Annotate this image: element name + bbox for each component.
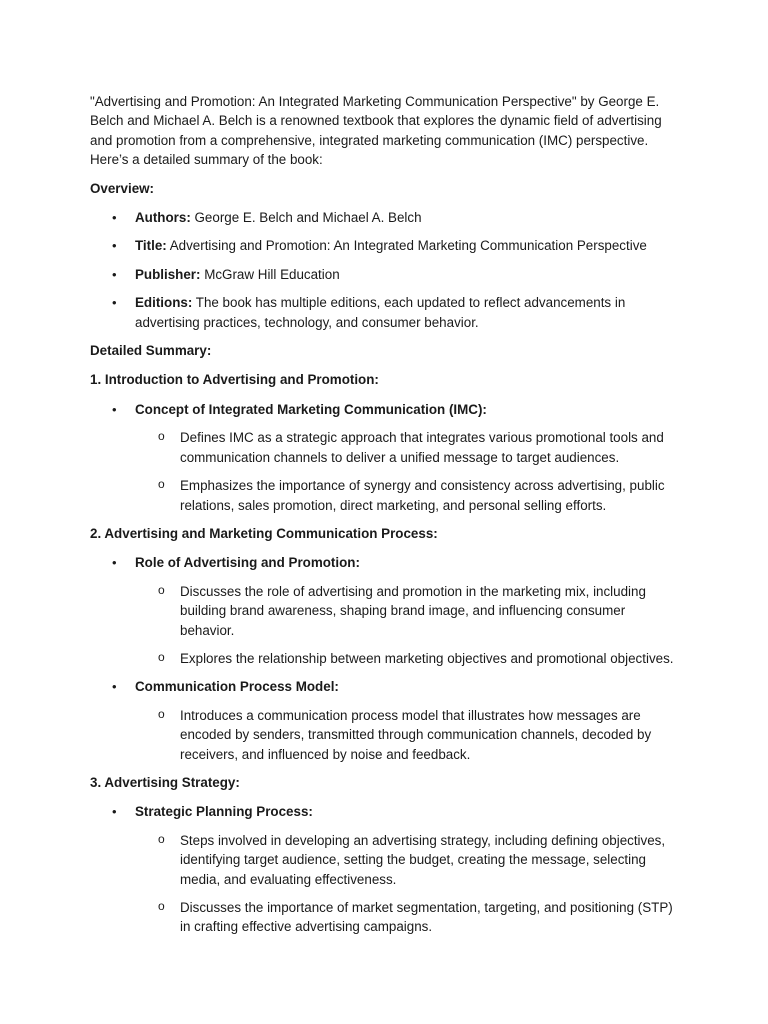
topic-title: Strategic Planning Process: (135, 804, 313, 820)
circle-bullet-icon: o (158, 706, 165, 721)
document-body (90, 92, 682, 946)
circle-bullet-icon: o (158, 649, 165, 664)
bullet-icon: • (112, 210, 117, 226)
overview-item-text: McGraw Hill Education (200, 266, 340, 282)
bullet-icon: • (112, 295, 117, 311)
sub-point-text: Defines IMC as a strategic approach that integrates various promotional tools and communication channels to deliver a unified message to target audiences. (180, 430, 664, 465)
overview-item-label: Authors: (135, 210, 191, 226)
topic-item (90, 400, 682, 419)
overview-item-text: George E. Belch and Michael A. Belch (190, 210, 422, 226)
sub-point-text: Emphasizes the importance of synergy and consistency across advertising, public relations, sales promotion, direct marketing, and personal selling efforts. (180, 478, 665, 513)
overview-item-label: Title: (135, 238, 167, 254)
section-heading: 3. Advertising Strategy: (90, 774, 240, 790)
overview-item-editions (90, 293, 682, 332)
circle-bullet-icon: o (158, 477, 165, 492)
bullet-icon: • (112, 238, 117, 254)
overview-item-label: Editions: (135, 295, 193, 311)
sub-point (90, 476, 682, 515)
sub-point (90, 898, 682, 937)
topic-title: Communication Process Model: (135, 679, 339, 695)
circle-bullet-icon: o (158, 429, 165, 444)
section-heading: 2. Advertising and Marketing Communication Process: (90, 525, 438, 541)
sub-point (90, 582, 682, 640)
sub-point (90, 649, 682, 668)
sub-point (90, 831, 682, 889)
overview-item-publisher (90, 265, 682, 284)
sub-point-text: Explores the relationship between marketing objectives and promotional objectives. (180, 650, 674, 666)
topic-title: Role of Advertising and Promotion: (135, 555, 360, 571)
detailed-summary-heading: Detailed Summary: (90, 343, 212, 359)
bullet-icon: • (112, 804, 117, 820)
overview-item-authors (90, 208, 682, 227)
sub-point-text: Discusses the role of advertising and promotion in the marketing mix, including building brand awareness, shaping brand image, and influencing consumer behavior. (180, 583, 646, 638)
overview-heading: Overview: (90, 180, 155, 196)
topic-item (90, 802, 682, 821)
overview-item-title (90, 236, 682, 255)
sub-point-text: Steps involved in developing an advertising strategy, including defining objectives, identifying target audience, setting the budget, creating the message, selecting media, and evaluating effectiveness. (180, 832, 666, 887)
topic-item (90, 677, 682, 696)
circle-bullet-icon: o (158, 899, 165, 913)
sub-point (90, 706, 682, 764)
topic-item (90, 553, 682, 572)
topic-title: Concept of Integrated Marketing Communication (IMC): (135, 401, 487, 417)
section-heading: 1. Introduction to Advertising and Promotion: (90, 372, 379, 388)
intro-paragraph: "Advertising and Promotion: An Integrated Marketing Communication Perspective" by George E. Belch and Michael A. Belch is a renowned textbook that explores the dynamic field of advertising and promotion from a comprehensive, integrated marketing communication (IMC) perspective. Here’s a detailed summary of the book: (90, 94, 662, 168)
overview-item-text: The book has multiple editions, each updated to reflect advancements in advertising practices, technology, and consumer behavior. (135, 295, 626, 330)
sub-point-text: Discusses the importance of market segmentation, targeting, and positioning (STP) in crafting effective advertising campaigns. (180, 900, 673, 935)
circle-bullet-icon: o (158, 831, 165, 846)
sub-point-text: Introduces a communication process model that illustrates how messages are encoded by senders, transmitted through communication channels, decoded by receivers, and influenced by noise and feedback. (180, 707, 652, 762)
overview-item-label: Publisher: (135, 266, 201, 282)
circle-bullet-icon: o (158, 582, 165, 597)
sub-point (90, 428, 682, 467)
bullet-icon: • (112, 266, 117, 282)
overview-item-text: Advertising and Promotion: An Integrated Marketing Communication Perspective (166, 238, 647, 254)
bullet-icon: • (112, 555, 117, 571)
bullet-icon: • (112, 679, 117, 695)
bullet-icon: • (112, 401, 117, 417)
